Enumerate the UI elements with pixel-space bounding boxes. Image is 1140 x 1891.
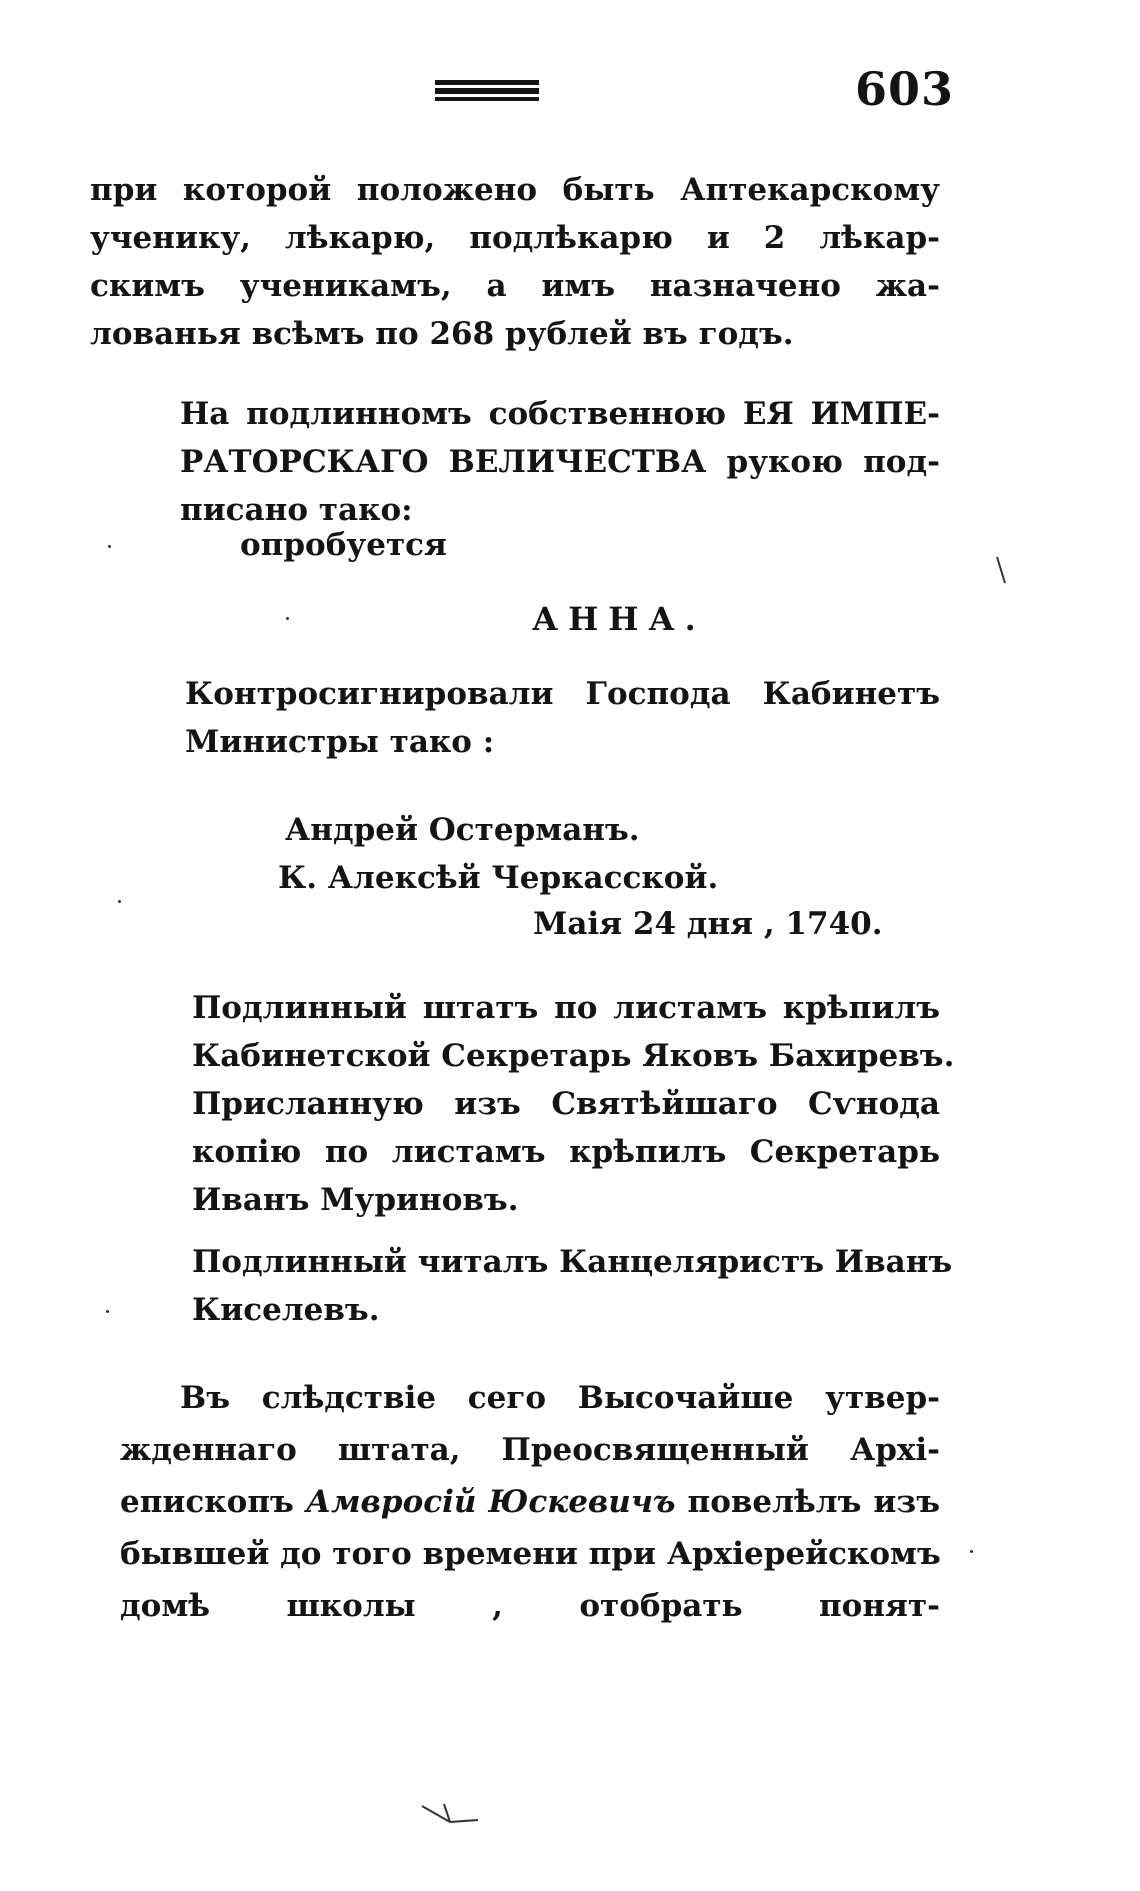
text-line: жденнаго штата, Преосвященный Архі- (120, 1432, 940, 1468)
text-line: Присланную изъ Святѣйшаго Сѵнода (192, 1086, 940, 1122)
scan-mark (420, 1800, 480, 1830)
archbishop-name: Амвросій Юскевичъ (305, 1484, 676, 1520)
text-line: Подлинный читалъ Канцеляристъ Иванъ (192, 1244, 953, 1280)
text-line: Подлинный штатъ по листамъ крѣпилъ (192, 990, 940, 1026)
paragraph-read-by (192, 1238, 953, 1334)
text-line-with-name (120, 1476, 940, 1528)
text-line: Въ слѣдствіе сего Высочайше утвер- (180, 1380, 940, 1416)
paragraph-countersigned (185, 670, 940, 766)
text-line: домѣ школы , отобрать понят- (120, 1588, 940, 1624)
text-line: бывшей до того времени при Архіерейскомъ (120, 1536, 941, 1572)
minister-name-cherkassky: К. Алексѣй Черкасской. (278, 860, 719, 896)
paragraph-staff-salaries (90, 166, 940, 358)
signature-anna: АННА. (532, 600, 706, 638)
approval-word: опробуется (240, 527, 447, 563)
text-line: Контросигнировали Господа Кабинетъ (185, 676, 940, 712)
text-line: Кабинетской Секретарь Яковъ Бахиревъ. (192, 1038, 955, 1074)
text-fragment: епископъ (120, 1484, 294, 1520)
paragraph-archbishop-order (120, 1372, 940, 1632)
minister-name-osterman: Андрей Остерманъ. (285, 812, 640, 848)
paragraph-imperial-signature-note (180, 390, 940, 534)
text-line: писано тако: (180, 492, 413, 528)
header-ornament-rule (435, 80, 539, 102)
document-date: Маія 24 дня , 1740. (533, 906, 883, 942)
page-number: 603 (855, 62, 955, 116)
scan-speck (108, 545, 111, 548)
text-line: Киселевъ. (192, 1292, 380, 1328)
scan-speck (286, 617, 289, 620)
text-line: РАТОРСКАГО ВЕЛИЧЕСТВА рукою под- (180, 444, 940, 480)
scan-speck (970, 1550, 973, 1553)
text-line: копію по листамъ крѣпилъ Секретарь (192, 1134, 940, 1170)
paragraph-verification (192, 984, 955, 1224)
text-line: На подлинномъ собственною ЕЯ ИМПЕ- (180, 396, 940, 432)
text-line: ученику, лѣкарю, подлѣкарю и 2 лѣкар- (90, 220, 940, 256)
text-line: лованья всѣмъ по 268 рублей въ годъ. (90, 316, 794, 352)
text-line: Министры тако : (185, 724, 495, 760)
text-line: скимъ ученикамъ, а имъ назначено жа- (90, 268, 940, 304)
scan-speck (118, 900, 121, 903)
text-fragment: повелѣлъ изъ (687, 1484, 940, 1520)
scan-speck (106, 1310, 109, 1313)
text-line: при которой положено быть Аптекарскому (90, 172, 940, 208)
text-line: Иванъ Муриновъ. (192, 1182, 519, 1218)
scan-mark (995, 555, 1007, 585)
